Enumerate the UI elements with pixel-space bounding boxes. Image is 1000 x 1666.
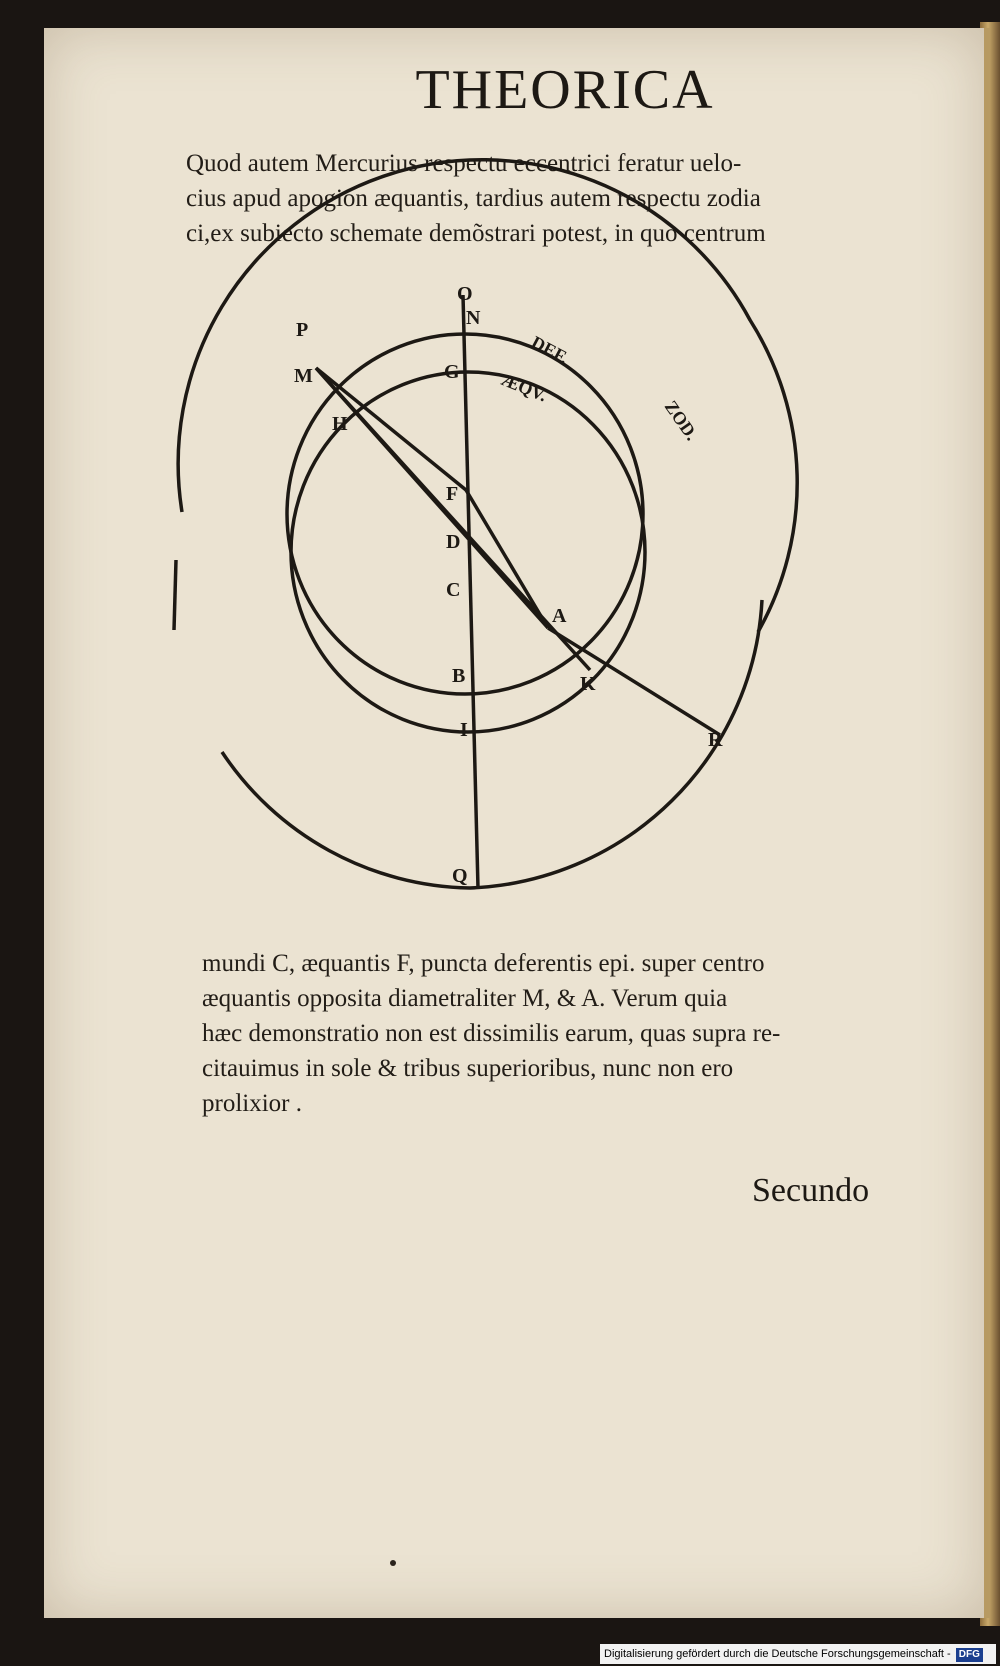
label-i: I [460, 719, 468, 741]
label-p: P [296, 319, 309, 341]
line-a-r [548, 628, 720, 735]
zodiac-circle-arc-right [222, 600, 762, 888]
zodiac-circle-arc-left [174, 560, 176, 630]
text-line: cius apud apogion æquantis, tardius autem respectu zodia [186, 185, 761, 212]
text-line: prolixior . [202, 1090, 302, 1117]
line-m-k [316, 368, 590, 670]
text-line: æquantis opposita diametraliter M, & A. Verum quia [202, 985, 728, 1012]
label-r: R [708, 729, 723, 751]
label-n: N [466, 307, 481, 329]
line-f-r [466, 490, 548, 628]
text-line: hæc demonstratio non est dissimilis earum, quas supra re- [202, 1020, 781, 1047]
label-q: Q [452, 865, 468, 887]
label-a: A [552, 605, 567, 627]
label-m: M [294, 365, 313, 387]
label-c: C [446, 579, 461, 601]
ink-dot [390, 1560, 396, 1566]
label-h: H [332, 413, 348, 435]
label-b: B [452, 665, 466, 687]
text-line: ci,ex subiecto schemate demõstrari potest, in quo centrum [186, 220, 766, 247]
dfg-logo: DFG [956, 1648, 983, 1662]
footer-text: Digitalisierung gefördert durch die Deutsche Forschungsgemeinschaft - [604, 1648, 951, 1660]
label-zodiac: ZOD. [660, 396, 703, 444]
catchword: Secundo [752, 1172, 870, 1209]
label-g: G [444, 361, 460, 383]
text-line: mundi C, æquantis F, puncta deferentis epi. super centro [202, 950, 765, 977]
label-f: F [446, 483, 459, 505]
apsidal-line [463, 295, 478, 888]
digitization-footer [600, 1644, 996, 1664]
label-d: D [446, 531, 461, 553]
label-o: O [457, 283, 473, 305]
label-equant: ÆQV. [498, 369, 550, 406]
text-line: citauimus in sole & tribus superioribus, nunc non ero [202, 1055, 734, 1082]
text-line: Quod autem Mercurius respectu eccentrici feratur uelo- [186, 150, 742, 177]
page-title: THEORICA [415, 59, 715, 121]
label-deferent: DEF. [528, 331, 572, 368]
paragraph-conclusion [202, 946, 902, 1121]
label-k: K [580, 673, 596, 695]
